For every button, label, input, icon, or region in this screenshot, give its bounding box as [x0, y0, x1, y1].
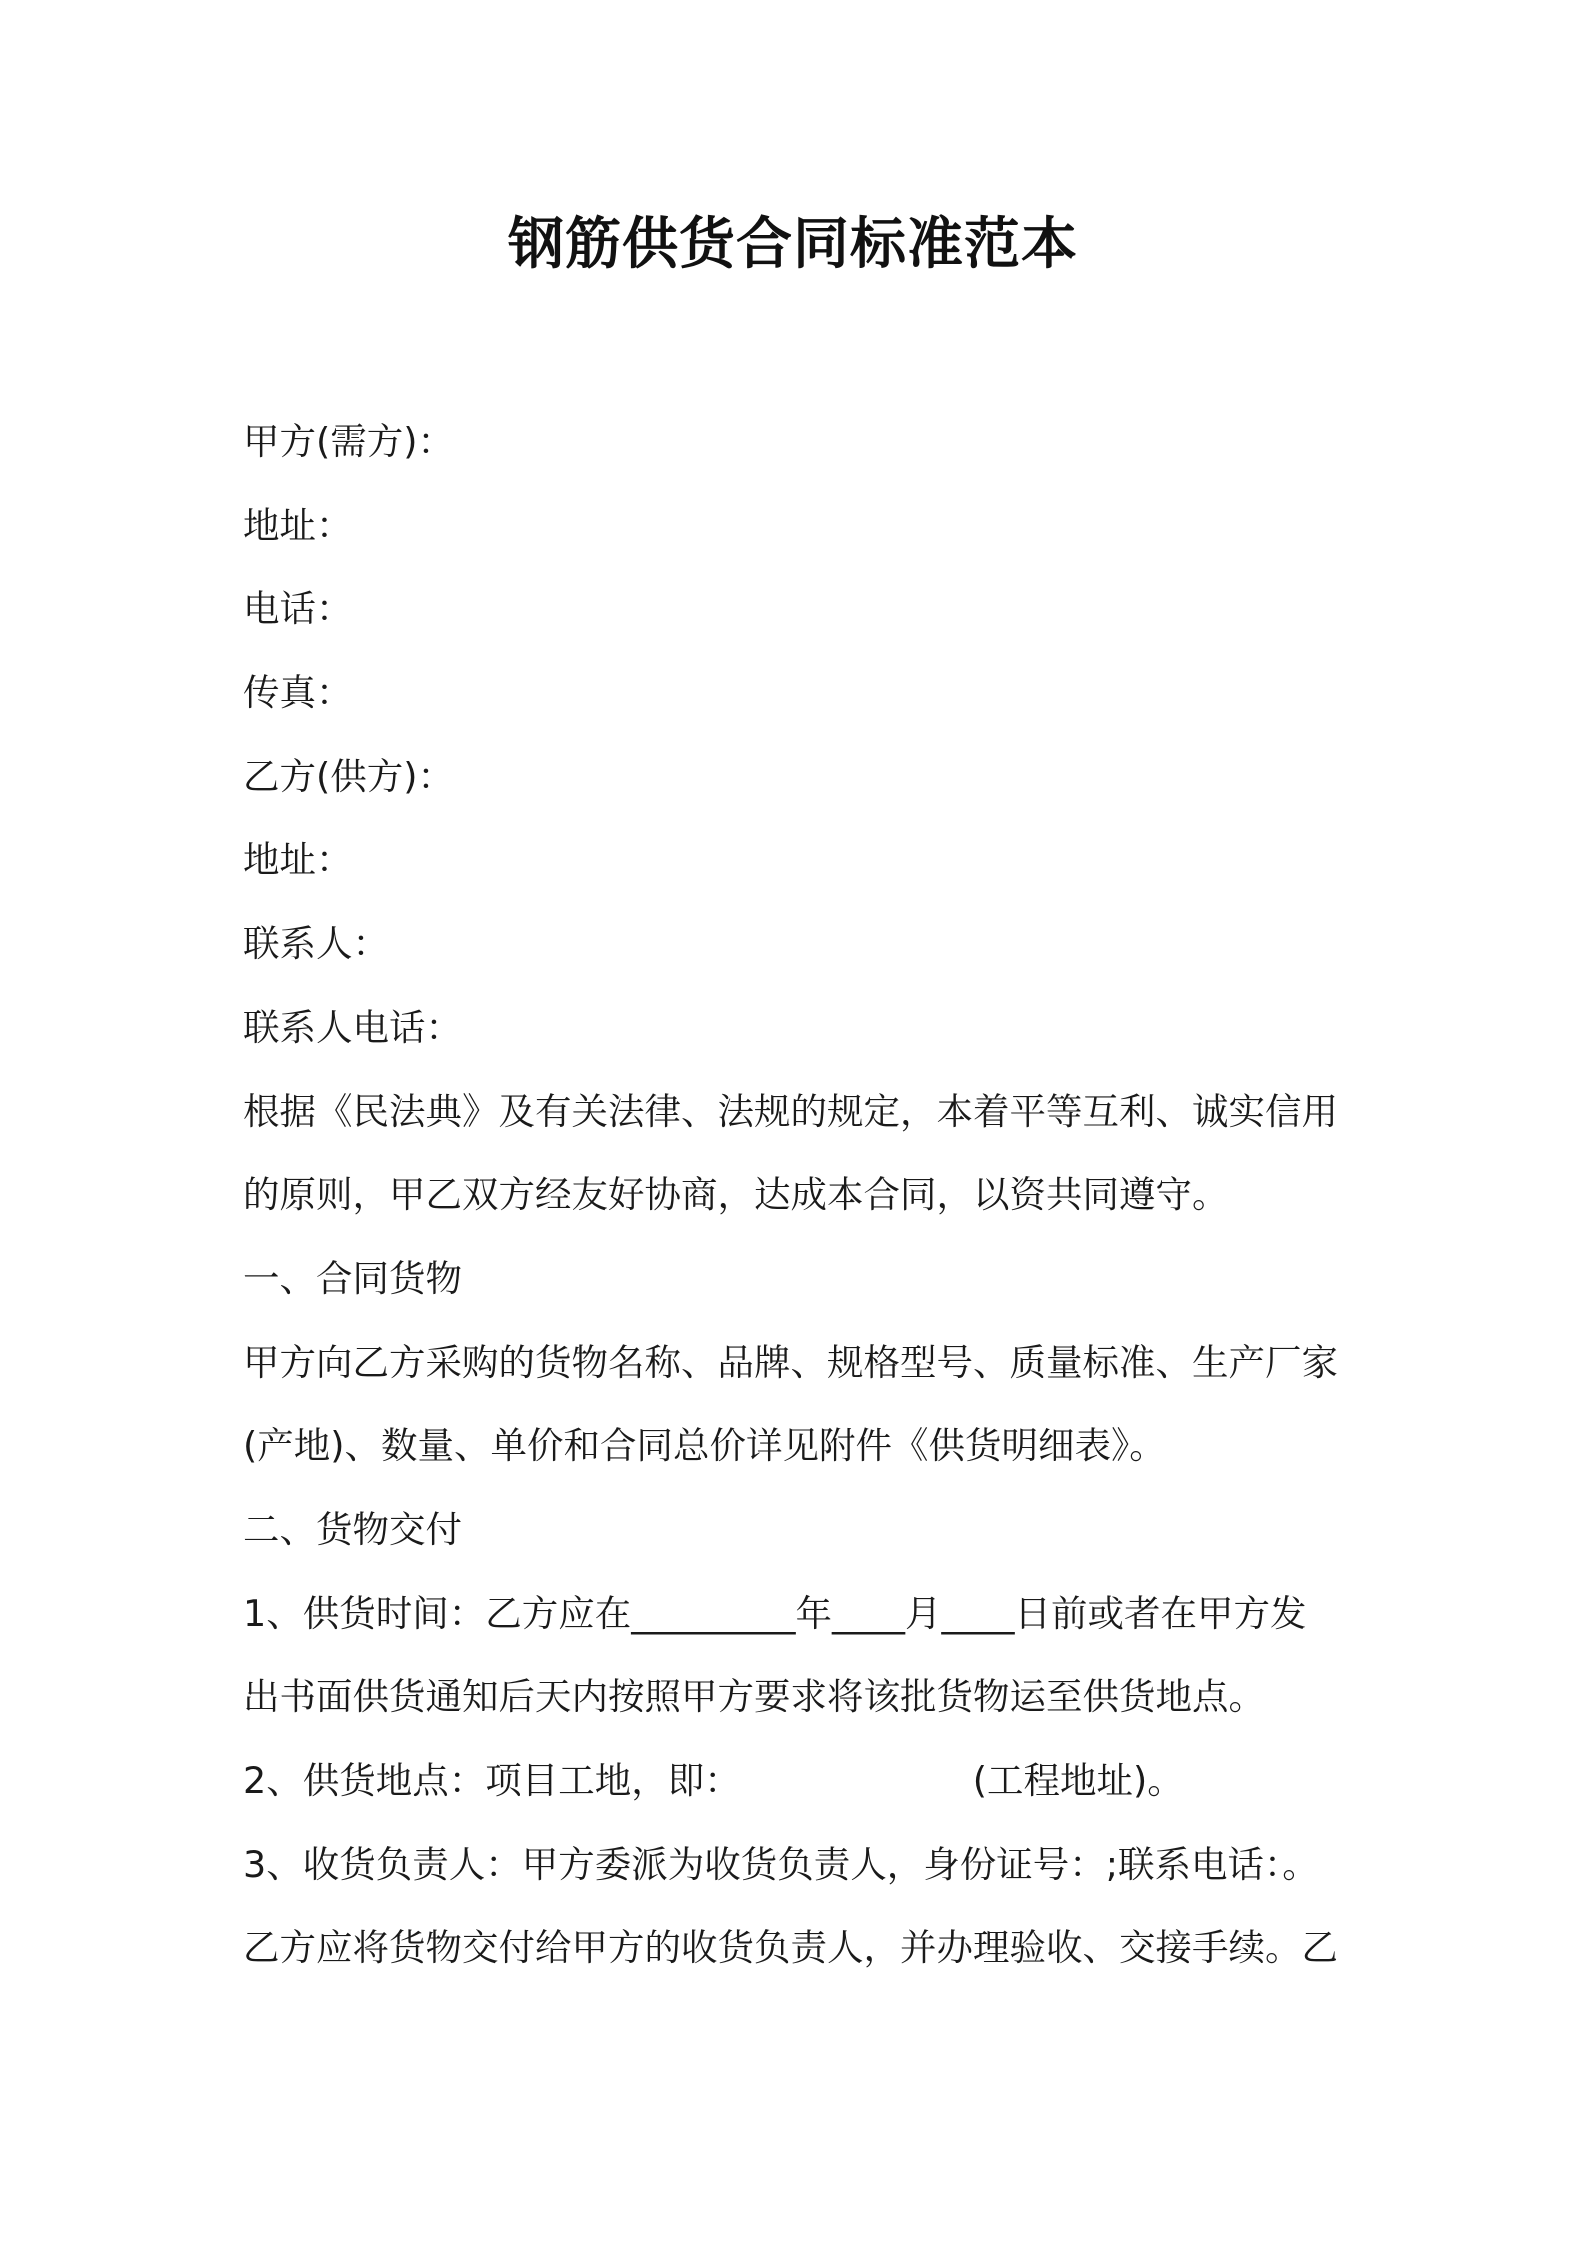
document-body [243, 400, 1363, 1990]
party-b-contact-phone: 联系人电话： [243, 1005, 462, 1049]
party-a-label: 甲方(需方)： [243, 420, 454, 463]
section-heading-goods: 一、合同货物 [243, 1256, 462, 1300]
party-a-address: 地址： [243, 503, 353, 547]
goods-paragraph-line-1: 甲方向乙方采购的货物名称、品牌、规格型号、质量标准、生产厂家 [243, 1340, 1338, 1384]
delivery-location: 2、供货地点：项目工地，即： (工程地址)。 [243, 1759, 1184, 1802]
party-b-address: 地址： [243, 838, 353, 882]
receiving-person: 3、收货负责人：甲方委派为收货负责人，身份证号：;联系电话：。 [243, 1842, 1319, 1886]
handover-line: 乙方应将货物交付给甲方的收货负责人，并办理验收、交接手续。乙 [243, 1926, 1338, 1970]
party-b-label: 乙方(供方)： [243, 754, 454, 798]
preamble-line-1: 根据《民法典》及有关法律、法规的规定，本着平等互利、诚实信用 [243, 1089, 1338, 1133]
document-title: 钢筋供货合同标准范本 [508, 212, 1078, 277]
section-heading-delivery: 二、货物交付 [243, 1507, 462, 1551]
delivery-time-line-2: 出书面供货通知后天内按照甲方要求将该批货物运至供货地点。 [243, 1675, 1265, 1719]
goods-paragraph-line-2: (产地)、数量、单价和合同总价详见附件《供货明细表》。 [243, 1424, 1166, 1468]
preamble-line-2: 的原则，甲乙双方经友好协商，达成本合同，以资共同遵守。 [243, 1173, 1229, 1217]
party-b-contact: 联系人： [243, 922, 389, 966]
party-a-phone: 电话： [243, 587, 353, 631]
party-a-fax: 传真： [243, 671, 353, 715]
delivery-time-line-1: 1、供货时间：乙方应在_________年____月____日前或者在甲方发 [243, 1591, 1307, 1635]
